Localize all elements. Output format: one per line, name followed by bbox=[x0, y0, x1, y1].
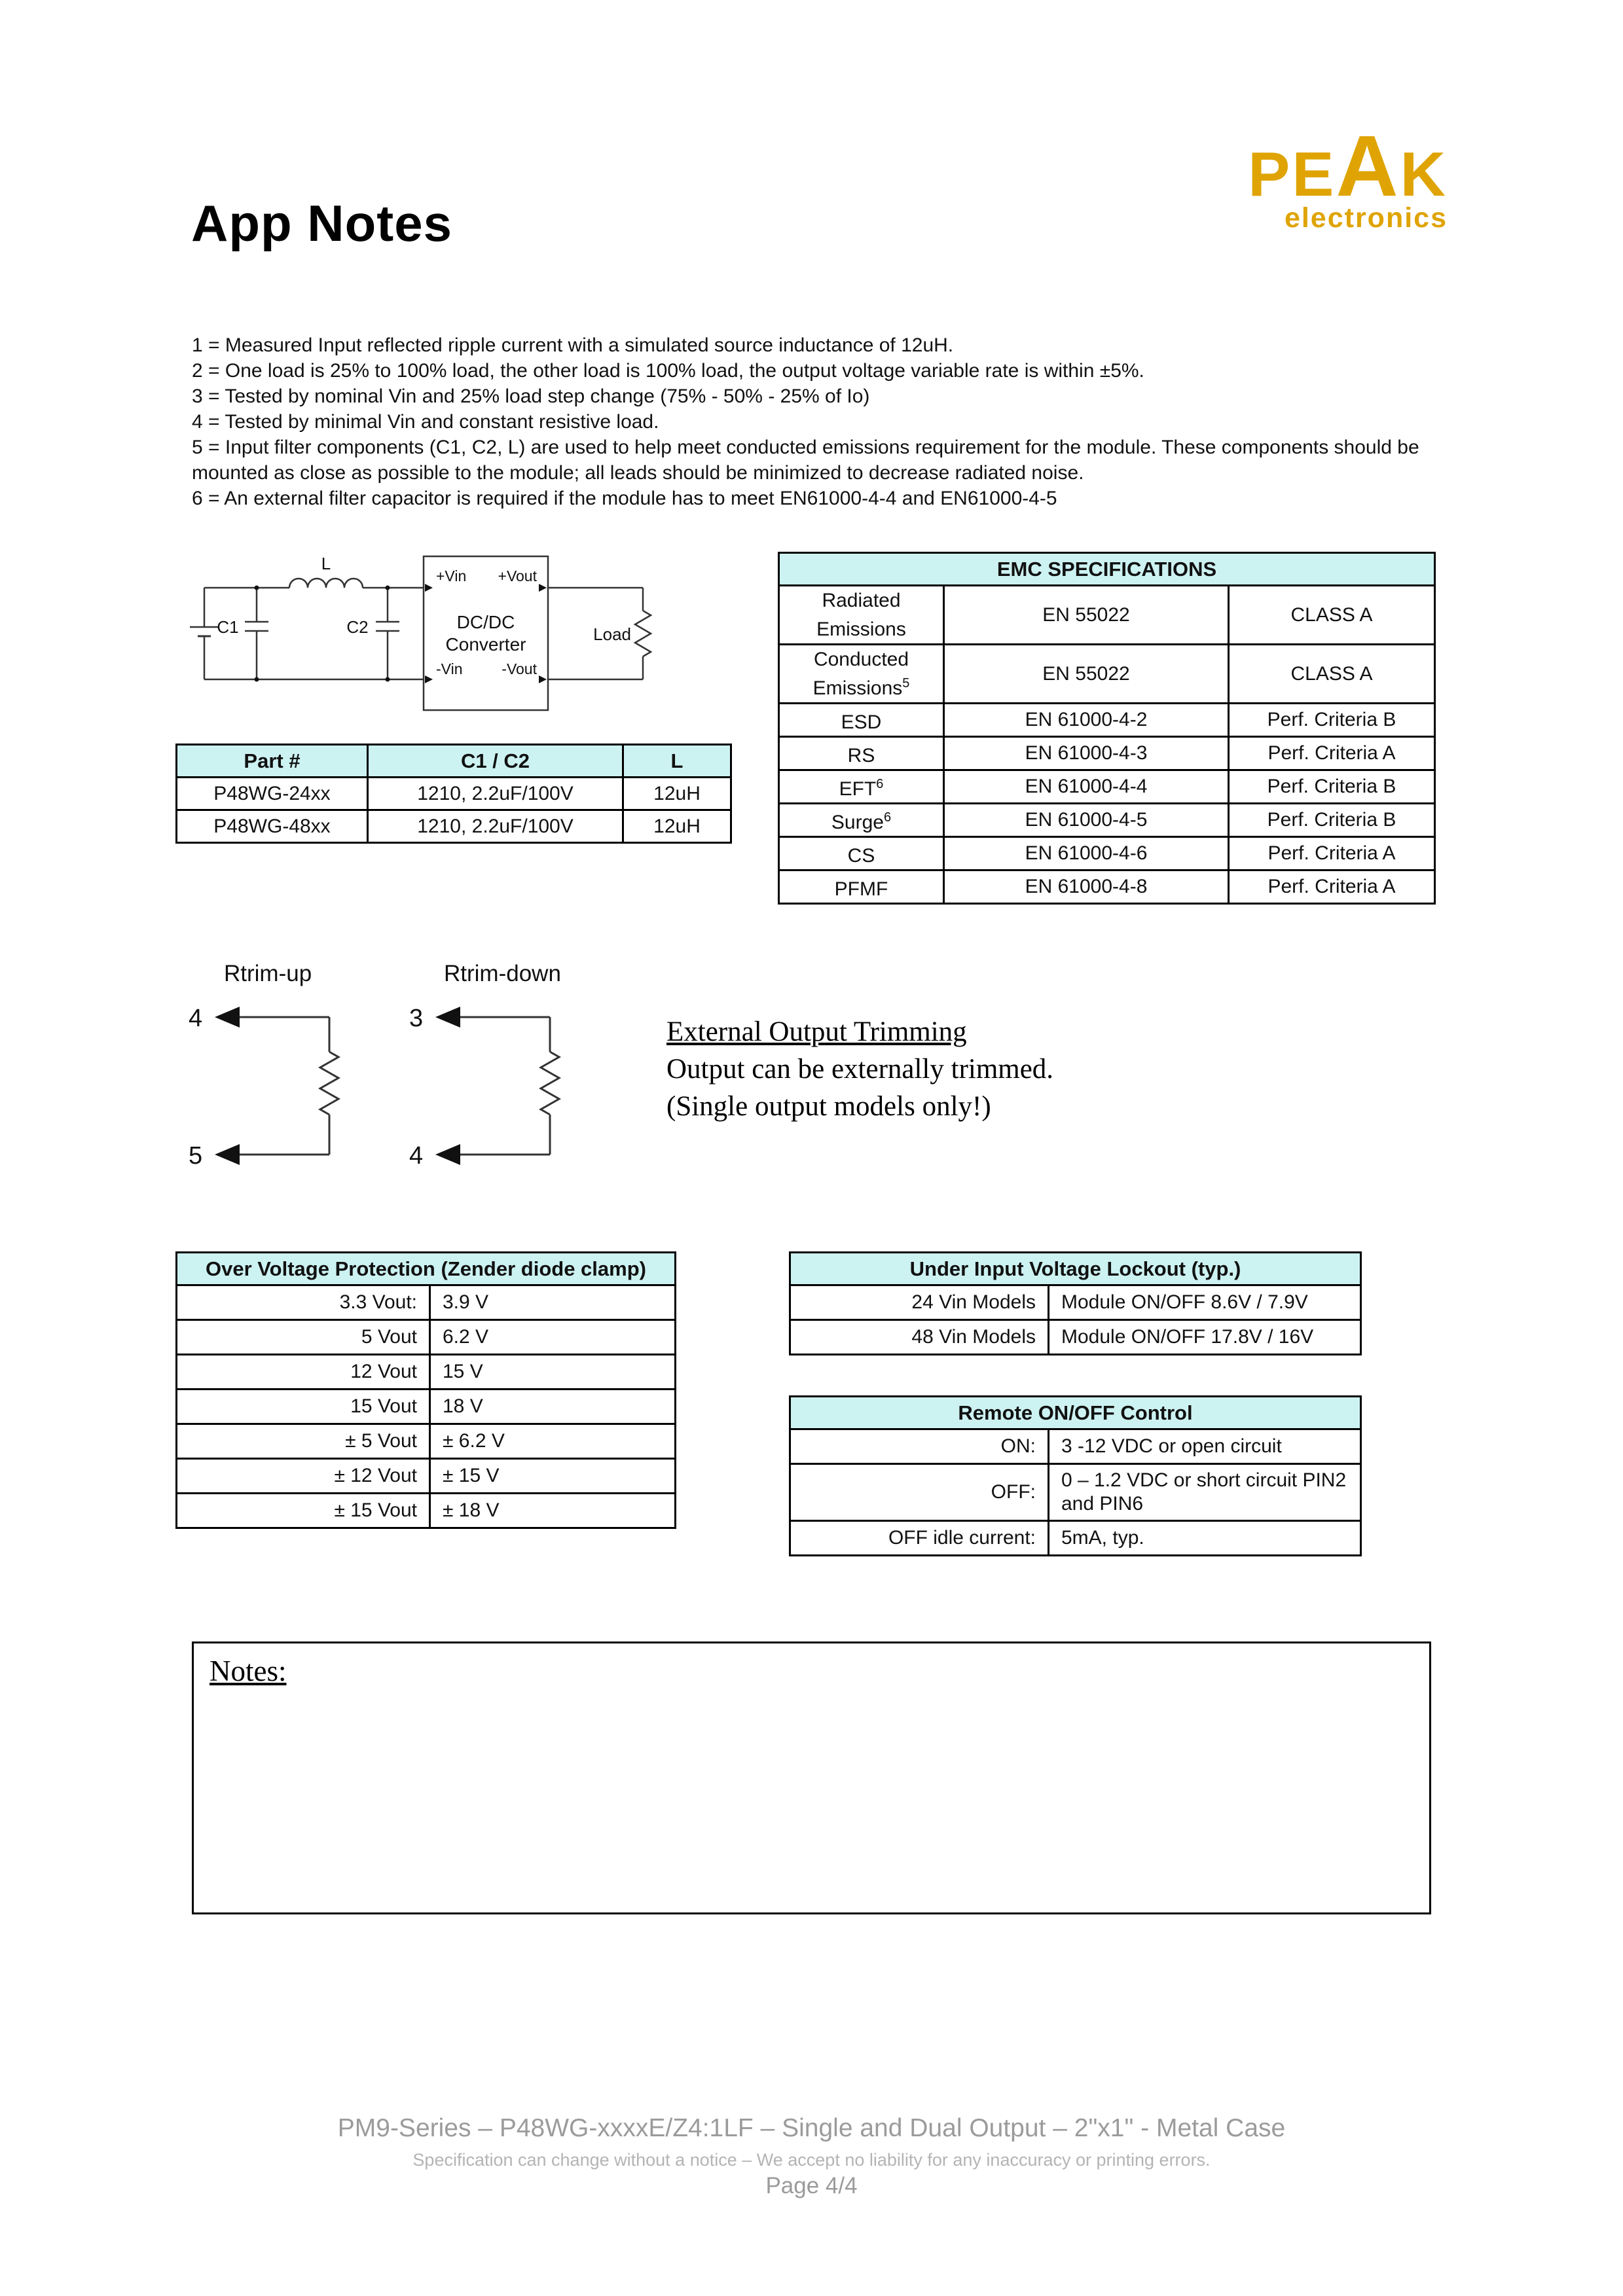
emc-test-cell: RS bbox=[779, 737, 944, 770]
table-row bbox=[790, 1320, 1361, 1355]
table-row bbox=[177, 1320, 676, 1355]
emc-test-cell: Surge$^6$ bbox=[779, 804, 944, 837]
pin-number-label: 4 bbox=[189, 1005, 203, 1032]
remote-state-cell: OFF idle current: bbox=[790, 1521, 1049, 1556]
uvl-value-cell: Module ON/OFF 17.8V / 16V bbox=[1049, 1320, 1361, 1355]
remote-value-cell: 3 -12 VDC or open circuit bbox=[1049, 1429, 1361, 1464]
table-row bbox=[177, 778, 731, 810]
logo-electronics: electronics bbox=[1284, 202, 1448, 234]
resistor-icon bbox=[320, 1052, 338, 1115]
under-voltage-lockout-table bbox=[789, 1251, 1362, 1355]
emc-criteria-cell: CLASS A bbox=[1229, 586, 1435, 645]
logo-pe: PE bbox=[1248, 139, 1336, 209]
table-row bbox=[177, 1459, 676, 1494]
capacitor-c2-icon bbox=[376, 586, 399, 682]
footnote-1: 1 = Measured Input reflected ripple current with a simulated source inductance of 12uH. bbox=[192, 334, 954, 356]
footer-disclaimer: Specification can change without a notice – We accept no liability for any inaccuracy or printing errors. bbox=[412, 2150, 1211, 2170]
ovp-table-title: Over Voltage Protection (Zender diode clamp) bbox=[177, 1253, 676, 1285]
table-row bbox=[790, 1521, 1361, 1556]
pin-vout-neg-label: -Vout bbox=[501, 660, 537, 677]
table-header-row bbox=[779, 553, 1435, 586]
ovp-model-cell: 5 Vout bbox=[177, 1320, 430, 1355]
table-row bbox=[779, 804, 1435, 837]
emc-standard-cell: EN 61000-4-2 bbox=[944, 704, 1229, 737]
load-resistor-icon bbox=[635, 588, 651, 679]
external-output-trimming-section bbox=[666, 1013, 1053, 1125]
emc-criteria-cell: Perf. Criteria B bbox=[1229, 770, 1435, 804]
footnote-4: 4 = Tested by minimal Vin and constant resistive load. bbox=[192, 411, 659, 433]
uvl-model-cell: 24 Vin Models bbox=[790, 1285, 1049, 1320]
emc-test-cell: EFT$^6$ bbox=[779, 770, 944, 804]
converter-label-line1: DC/DC bbox=[456, 612, 515, 632]
emc-standard-cell: EN 61000-4-8 bbox=[944, 870, 1229, 904]
logo-k: K bbox=[1400, 139, 1448, 209]
inductor-cell: 12uH bbox=[623, 810, 731, 843]
capacitor-c1-icon bbox=[245, 586, 268, 682]
emc-standard-cell: EN 61000-4-4 bbox=[944, 770, 1229, 804]
table-row bbox=[177, 1285, 676, 1320]
footer-series-line: PM9-Series – P48WG-xxxxE/Z4:1LF – Single and Dual Output – 2"x1" - Metal Case bbox=[337, 2114, 1286, 2142]
emc-test-cell: Radiated Emissions bbox=[779, 586, 944, 645]
table-row bbox=[177, 1355, 676, 1390]
footer-page-number: Page 4/4 bbox=[765, 2173, 858, 2198]
ovp-model-cell: ± 12 Vout bbox=[177, 1459, 430, 1494]
battery-icon bbox=[190, 588, 219, 679]
remote-value-cell: 0 – 1.2 VDC or short circuit PIN2 and PIN6 bbox=[1049, 1464, 1361, 1521]
parts-header-c1c2: C1 / C2 bbox=[368, 745, 623, 778]
emc-criteria-cell: Perf. Criteria A bbox=[1229, 870, 1435, 904]
parts-header-part: Part # bbox=[177, 745, 368, 778]
pin-number-label: 3 bbox=[409, 1005, 424, 1032]
footnote-2: 2 = One load is 25% to 100% load, the other load is 100% load, the output voltage variable rate is within ±5%. bbox=[192, 360, 1144, 382]
rtrim-up-label: Rtrim-up bbox=[224, 961, 312, 986]
ovp-model-cell: 12 Vout bbox=[177, 1355, 430, 1390]
ovp-value-cell: 18 V bbox=[430, 1390, 676, 1424]
table-row bbox=[779, 737, 1435, 770]
table-row bbox=[779, 770, 1435, 804]
external-trimming-heading: External Output Trimming bbox=[666, 1016, 967, 1047]
inductor-icon bbox=[289, 579, 363, 588]
resistor-icon bbox=[541, 1052, 559, 1115]
table-row bbox=[779, 870, 1435, 904]
emc-standard-cell: EN 61000-4-6 bbox=[944, 837, 1229, 870]
footnote-5: 5 = Input filter components (C1, C2, L) are used to help meet conducted emissions requirement for the module. These components should be mounted as close as possible to the module; all leads should be minimized to decrease radiated noise. bbox=[192, 437, 1419, 484]
ovp-model-cell: 3.3 Vout: bbox=[177, 1285, 430, 1320]
ovp-value-cell: ± 15 V bbox=[430, 1459, 676, 1494]
parts-header-l: L bbox=[623, 745, 731, 778]
table-row bbox=[790, 1464, 1361, 1521]
ovp-value-cell: 15 V bbox=[430, 1355, 676, 1390]
inductor-label: L bbox=[321, 554, 331, 573]
ovp-model-cell: 15 Vout bbox=[177, 1390, 430, 1424]
table-header-row bbox=[790, 1253, 1361, 1285]
emc-test-cell: ESD bbox=[779, 704, 944, 737]
table-row bbox=[177, 1424, 676, 1459]
peak-logo bbox=[1248, 118, 1448, 234]
uvl-value-cell: Module ON/OFF 8.6V / 7.9V bbox=[1049, 1285, 1361, 1320]
table-row bbox=[177, 1494, 676, 1528]
emc-test-cell: Conducted Emissions$^5$ bbox=[779, 645, 944, 704]
table-header-row bbox=[177, 1253, 676, 1285]
notes-label: Notes: bbox=[210, 1655, 287, 1687]
emc-standard-cell: EN 61000-4-5 bbox=[944, 804, 1229, 837]
emc-test-cell: CS bbox=[779, 837, 944, 870]
ovp-model-cell: ± 5 Vout bbox=[177, 1424, 430, 1459]
remote-state-cell: ON: bbox=[790, 1429, 1049, 1464]
page-title: App Notes bbox=[191, 194, 452, 252]
emc-criteria-cell: CLASS A bbox=[1229, 645, 1435, 704]
footnote-6: 6 = An external filter capacitor is required if the module has to meet EN61000-4-4 and EN61000-4-5 bbox=[192, 488, 1057, 509]
c2-label: C2 bbox=[346, 617, 369, 637]
arrow-left-icon bbox=[215, 1007, 240, 1028]
emc-specifications-table bbox=[778, 552, 1436, 905]
part-number-cell: P48WG-24xx bbox=[177, 778, 368, 810]
pin-vin-neg-label: -Vin bbox=[436, 660, 463, 677]
input-filter-circuit-diagram bbox=[185, 548, 695, 732]
over-voltage-protection-table bbox=[175, 1251, 676, 1529]
load-label: Load bbox=[593, 624, 631, 644]
emc-criteria-cell: Perf. Criteria B bbox=[1229, 704, 1435, 737]
table-row bbox=[779, 837, 1435, 870]
ovp-value-cell: ± 6.2 V bbox=[430, 1424, 676, 1459]
pin-number-label: 5 bbox=[189, 1142, 203, 1170]
footnotes bbox=[192, 332, 1423, 511]
capacitor-cell: 1210, 2.2uF/100V bbox=[368, 778, 623, 810]
ovp-model-cell: ± 15 Vout bbox=[177, 1494, 430, 1528]
ovp-value-cell: ± 18 V bbox=[430, 1494, 676, 1528]
table-row bbox=[790, 1285, 1361, 1320]
filter-parts-table bbox=[175, 744, 732, 844]
emc-standard-cell: EN 61000-4-3 bbox=[944, 737, 1229, 770]
table-row bbox=[779, 645, 1435, 704]
rtrim-down-label: Rtrim-down bbox=[444, 961, 561, 986]
emc-standard-cell: EN 55022 bbox=[944, 586, 1229, 645]
ovp-value-cell: 3.9 V bbox=[430, 1285, 676, 1320]
table-row bbox=[177, 1390, 676, 1424]
emc-table-title: EMC SPECIFICATIONS bbox=[779, 553, 1435, 586]
footnote-3: 3 = Tested by nominal Vin and 25% load step change (75% - 50% - 25% of Io) bbox=[192, 386, 870, 407]
logo-brand bbox=[1248, 118, 1448, 214]
logo-a: A bbox=[1336, 118, 1400, 214]
external-trimming-line2: (Single output models only!) bbox=[666, 1091, 991, 1122]
ovp-value-cell: 6.2 V bbox=[430, 1320, 676, 1355]
rtrim-down-diagram bbox=[403, 990, 599, 1186]
table-row bbox=[790, 1429, 1361, 1464]
emc-standard-cell: EN 55022 bbox=[944, 645, 1229, 704]
emc-criteria-cell: Perf. Criteria B bbox=[1229, 804, 1435, 837]
emc-criteria-cell: Perf. Criteria A bbox=[1229, 837, 1435, 870]
notes-box bbox=[192, 1641, 1431, 1914]
table-header-row bbox=[177, 745, 731, 778]
pin-vin-pos-label: +Vin bbox=[436, 567, 467, 584]
converter-label-line2: Converter bbox=[445, 634, 526, 655]
part-number-cell: P48WG-48xx bbox=[177, 810, 368, 843]
remote-state-cell: OFF: bbox=[790, 1464, 1049, 1521]
arrow-left-icon bbox=[435, 1144, 460, 1165]
capacitor-cell: 1210, 2.2uF/100V bbox=[368, 810, 623, 843]
arrow-left-icon bbox=[215, 1144, 240, 1165]
arrow-left-icon bbox=[435, 1007, 460, 1028]
external-trimming-line1: Output can be externally trimmed. bbox=[666, 1054, 1054, 1085]
table-row bbox=[779, 704, 1435, 737]
remote-table-title: Remote ON/OFF Control bbox=[790, 1397, 1361, 1429]
c1-label: C1 bbox=[217, 617, 239, 637]
emc-test-cell: PFMF bbox=[779, 870, 944, 904]
rtrim-up-diagram bbox=[182, 990, 378, 1186]
pin-number-label: 4 bbox=[409, 1142, 424, 1170]
uvl-table-title: Under Input Voltage Lockout (typ.) bbox=[790, 1253, 1361, 1285]
inductor-cell: 12uH bbox=[623, 778, 731, 810]
table-row bbox=[177, 810, 731, 843]
uvl-model-cell: 48 Vin Models bbox=[790, 1320, 1049, 1355]
remote-on-off-table bbox=[789, 1395, 1362, 1556]
remote-value-cell: 5mA, typ. bbox=[1049, 1521, 1361, 1556]
emc-criteria-cell: Perf. Criteria A bbox=[1229, 737, 1435, 770]
pin-vout-pos-label: +Vout bbox=[498, 567, 537, 584]
table-row bbox=[779, 586, 1435, 645]
table-header-row bbox=[790, 1397, 1361, 1429]
